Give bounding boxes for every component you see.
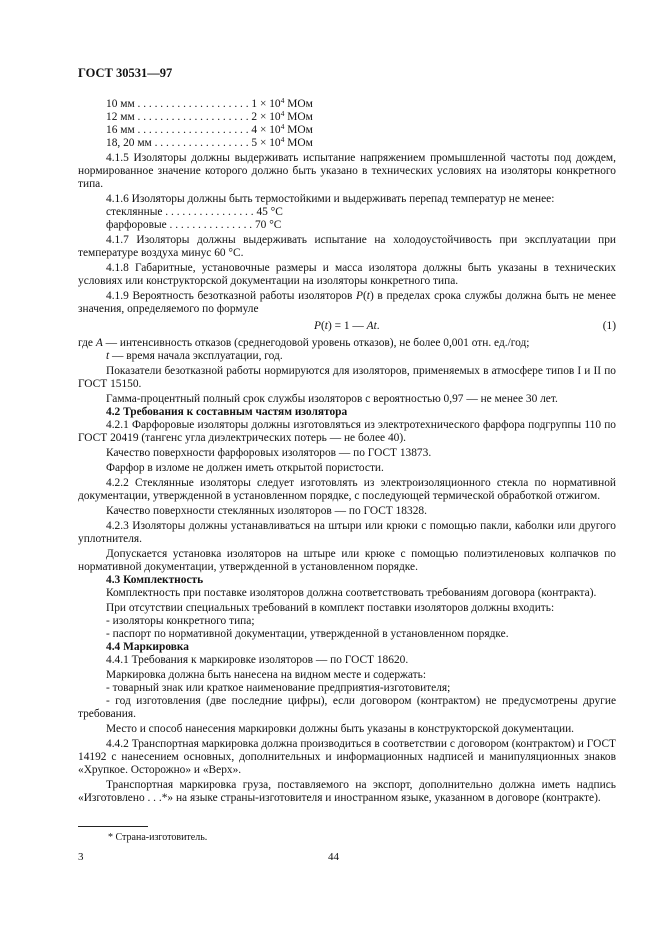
clause-4-4-2: 4.4.2 Транспортная маркировка должна производиться в соответствии с договором (контрактом) и ГОСТ 14192 с нанесением основных, дополнительных и информационных надписей и манипуляционных знаков «Хрупкое. Осторожно» и «Верх».: [78, 738, 616, 776]
where-t: t — время начала эксплуатации, год.: [106, 350, 283, 362]
list-item: - год изготовления (две последние цифры), если договором (контрактом) не предусмотрены другие требования.: [78, 695, 616, 720]
list-item: - товарный знак или краткое наименование предприятия-изготовителя;: [106, 682, 451, 694]
indicators-text: Показатели безотказной работы нормируются для изоляторов, применяемых в атмосфере типов I и II по ГОСТ 15150.: [78, 365, 616, 390]
document-header: ГОСТ 30531—97: [78, 66, 173, 80]
footnote: * Страна-изготовитель.: [108, 832, 208, 843]
gamma-text: Гамма-процентный полный срок службы изоляторов с вероятностью 0,97 — не менее 30 лет.: [106, 393, 558, 405]
completeness-text: Комплектность при поставке изоляторов должна соответствовать требованиям договора (контракта).: [106, 587, 597, 599]
resistance-row: 12 мм . . . . . . . . . . . . . . . . . . . . $2 \times 10^4$ МОм: [106, 109, 313, 123]
clause-4-1-7: 4.1.7 Изоляторы должны выдерживать испытание на холодоустойчивость при эксплуатации при температуре воздуха минус 60 °С.: [78, 234, 616, 259]
section-4-4-heading: 4.4 Маркировка: [106, 641, 189, 653]
page-number-left: 3: [78, 851, 84, 863]
list-item: - изоляторы конкретного типа;: [106, 615, 255, 627]
allowed-text: Допускается установка изоляторов на штыре или крюке с помощью полиэтиленовых колпачков по нормативной документации, утвержденной в установленном порядке.: [78, 548, 616, 573]
clause-4-1-8: 4.1.8 Габаритные, установочные размеры и масса изолятора должны быть указаны в технических условиях или конструкторской документации на изоляторы конкретного типа.: [78, 262, 616, 287]
section-4-3-heading: 4.3 Комплектность: [106, 574, 204, 586]
formula-number: (1): [602, 320, 616, 332]
clause-4-2-2: 4.2.2 Стеклянные изоляторы следует изготовлять из электроизоляционного стекла по нормативной документации, утвержденной в установленном порядке, с последующей термической обработкой отжигом.: [78, 477, 616, 502]
supply-text: При отсутствии специальных требований в комплект поставки изоляторов должны входить:: [106, 602, 555, 614]
page-number: 44: [328, 851, 339, 863]
clause-4-1-5: 4.1.5 Изоляторы должны выдерживать испытание напряжением промышленной частоты под дождем, нормированное значение которого должно быть указано в технических условиях на изоляторы конкретного типа.: [78, 152, 616, 190]
section-4-2-heading: 4.2 Требования к составным частям изолятора: [106, 406, 348, 418]
fracture-text: Фарфор в изломе не должен иметь открытой пористости.: [106, 462, 384, 474]
clause-4-2-1: 4.2.1 Фарфоровые изоляторы должны изготовляться из электротехнического фарфора подгруппы 110 по ГОСТ 20419 (тангенс угла диэлектрических потерь — не более 40).: [78, 419, 616, 444]
marking-text: Маркировка должна быть нанесена на видном месте и содержать:: [106, 669, 427, 681]
where-A: где A — интенсивность отказов (среднегодовой уровень отказов), не более 0,001 отн. ед./год;: [78, 337, 530, 349]
formula-1: [78, 318, 616, 335]
porcelain-quality: Качество поверхности фарфоровых изоляторов — по ГОСТ 13873.: [106, 447, 432, 459]
footnote-divider: [78, 826, 148, 827]
resistance-list: [78, 98, 616, 150]
page-content: [78, 98, 616, 805]
temp-row: фарфоровые . . . . . . . . . . . . . . . 70 °С: [106, 219, 282, 231]
resistance-row: 18, 20 мм . . . . . . . . . . . . . . . . . $5 \times 10^4$ МОм: [106, 135, 313, 149]
clause-4-2-3: 4.2.3 Изоляторы должны устанавливаться на штыри или крюки с помощью пакли, каболки или другого уплотнителя.: [78, 520, 616, 545]
glass-quality: Качество поверхности стеклянных изоляторов — по ГОСТ 18328.: [106, 505, 427, 517]
resistance-row: 10 мм . . . . . . . . . . . . . . . . . . . . $1 \times 10^4$ МОм: [106, 96, 313, 110]
clause-4-1-6: 4.1.6 Изоляторы должны быть термостойкими и выдерживать перепад температур не менее:: [106, 193, 555, 205]
clause-4-1-9: 4.1.9 Вероятность безотказной работы изоляторов P(t) в пределах срока службы должна быть не менее значения, определяемого по формуле: [78, 290, 616, 315]
formula-expression: P(t) = 1 — At.: [314, 320, 380, 332]
clause-4-4-1: 4.4.1 Требования к маркировке изоляторов — по ГОСТ 18620.: [106, 654, 409, 666]
temp-row: стеклянные . . . . . . . . . . . . . . . . 45 °С: [106, 206, 283, 218]
place-text: Место и способ нанесения маркировки должны быть указаны в конструкторской документации.: [106, 723, 575, 735]
export-text: Транспортная маркировка груза, поставляемого на экспорт, дополнительно должна иметь надпись «Изготовлено . . .*» на языке страны-изготовителя и иностранном языке, указанном в договоре (контракте).: [78, 779, 616, 804]
list-item: - паспорт по нормативной документации, утвержденной в установленном порядке.: [106, 628, 509, 640]
resistance-row: 16 мм . . . . . . . . . . . . . . . . . . . . $4 \times 10^4$ МОм: [106, 122, 313, 136]
